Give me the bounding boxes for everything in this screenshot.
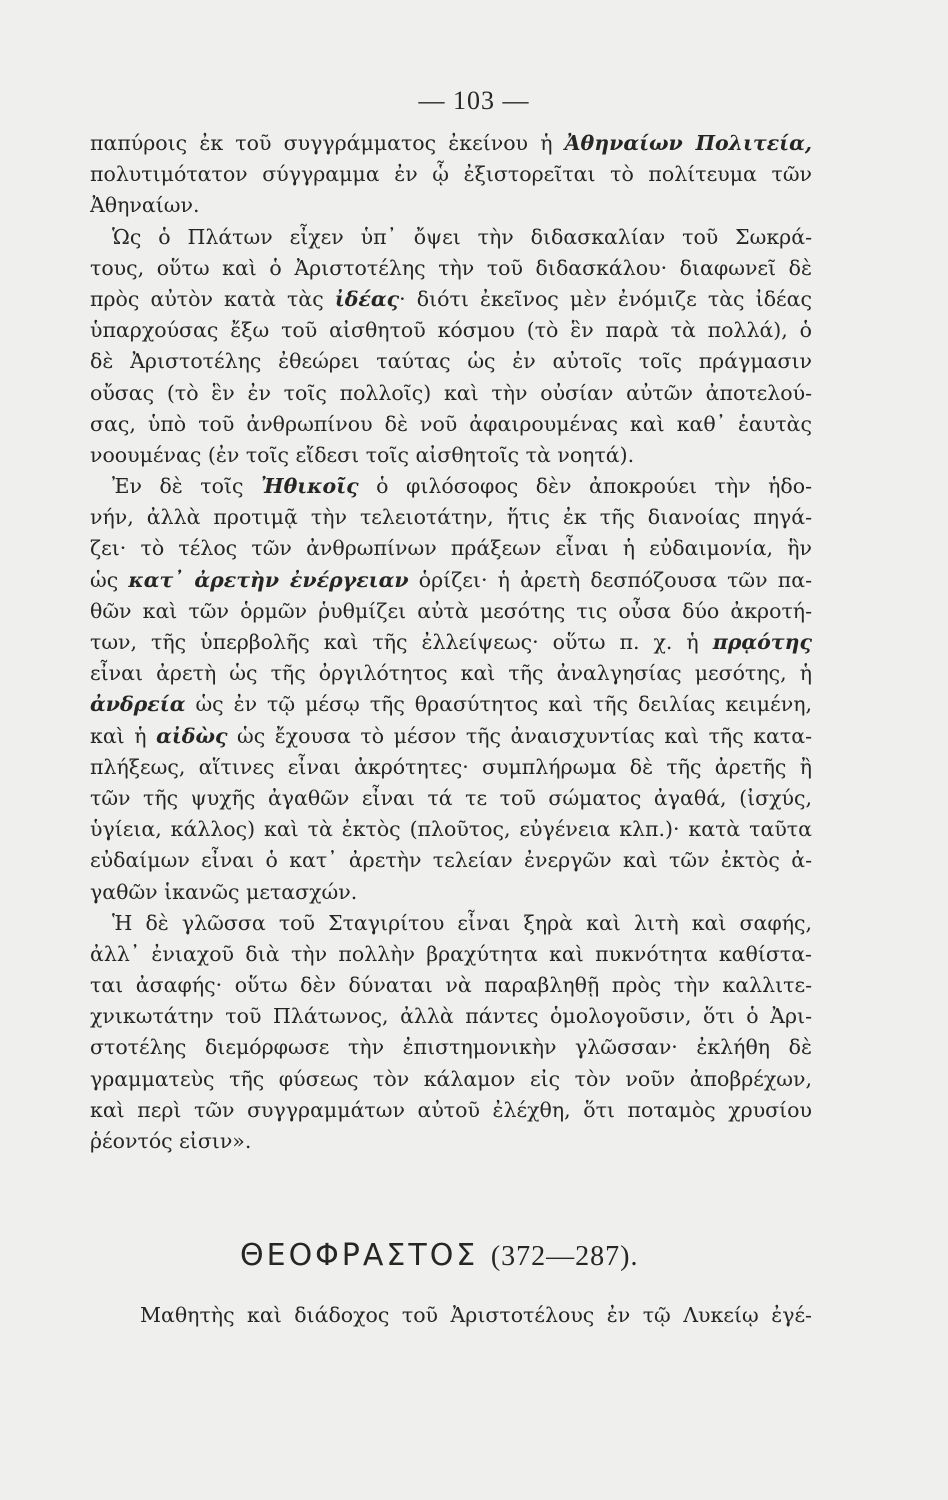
- line-text: χνικωτάτην τοῦ Πλάτωνος, ἀλλὰ πάντες ὁμολογοῦσιν, ὅτι ὁ Ἀρι-: [90, 1004, 812, 1029]
- text-line: [90, 471, 812, 502]
- line-text: πολυτιμότατον σύγγραμμα ἐν ᾧ ἐξιστορεῖται τὸ πολίτευμα τῶν: [90, 162, 812, 187]
- text-line: [90, 1095, 812, 1126]
- text-line: [90, 1001, 812, 1032]
- emphasized-term: ἀνδρεία: [90, 692, 186, 717]
- emphasized-term: κατ᾽ ἀρετὴν ἐνέργειαν: [128, 567, 409, 592]
- line-text: Ἡ δὲ γλῶσσα τοῦ Σταγιρίτου εἶναι ξηρὰ καὶ λιτὴ καὶ σαφής,: [112, 910, 812, 935]
- emphasized-term: Ἀθηναίων Πολιτεία,: [564, 131, 812, 155]
- line-text: δὲ Ἀριστοτέλης ἐθεώρει ταύτας ὡς ἐν αὐτοῖς τοῖς πράγμασιν: [90, 349, 812, 374]
- text-line: [90, 565, 812, 596]
- line-text: ὡς ἐν τῷ μέσῳ τῆς θρασύτητος καὶ τῆς δειλίας κειμένη,: [185, 692, 812, 717]
- text-line: [90, 128, 812, 159]
- body-text: [90, 128, 812, 1157]
- line-text: ται ἀσαφής· οὕτω δὲν δύναται νὰ παραβληθῇ πρὸς τὴν καλλιτε-: [90, 973, 812, 998]
- line-text: ζει· τὸ τέλος τῶν ἀνθρωπίνων πράξεων εἶναι ἡ εὐδαιμονία, ἣν: [90, 536, 812, 561]
- line-text: ἀλλ᾽ ἐνιαχοῦ διὰ τὴν πολλὴν βραχύτητα καὶ πυκνότητα καθίστα-: [90, 941, 812, 966]
- section-heading: [240, 1238, 740, 1273]
- text-line: [90, 783, 812, 814]
- line-text: τους, οὕτω καὶ ὁ Ἀριστοτέλης τὴν τοῦ διδασκάλου· διαφωνεῖ δὲ: [90, 255, 812, 280]
- line-text: ὑγίεια, κάλλος) καὶ τὰ ἐκτὸς (πλοῦτος, εὐγένεια κλπ.)· κατὰ ταῦτα: [90, 817, 812, 842]
- text-line: [90, 845, 812, 876]
- line-text: εἶναι ἀρετὴ ὡς τῆς ὀργιλότητος καὶ τῆς ἀναλγησίας μεσότης, ἡ: [90, 661, 812, 686]
- text-line: [90, 222, 812, 253]
- line-text: των, τῆς ὑπερβολῆς καὶ τῆς ἐλλείψεως· οὕτω π. χ. ἡ: [90, 630, 713, 654]
- line-text: στοτέλης διεμόρφωσε τὴν ἐπιστημονικὴν γλῶσσαν· ἐκλήθη δὲ: [90, 1035, 812, 1060]
- line-text: Ἀθηναίων.: [90, 193, 200, 218]
- line-text: πλήξεως, αἵτινες εἶναι ἀκρότητες· συμπλήρωμα δὲ τῆς ἀρετῆς ἢ: [90, 754, 812, 779]
- text-line: [90, 159, 812, 190]
- line-text: · διότι ἐκεῖνος μὲν ἐνόμιζε τὰς ἰδέας: [399, 286, 812, 311]
- text-line: [90, 315, 812, 346]
- text-line: [90, 190, 812, 221]
- emphasized-term: πρᾳότης: [712, 630, 812, 654]
- paragraph: [90, 471, 812, 908]
- text-line: [90, 1032, 812, 1063]
- text-line: [90, 658, 812, 689]
- line-text: σας, ὑπὸ τοῦ ἀνθρωπίνου δὲ νοῦ ἀφαιρουμένας καὶ καθ᾽ ἑαυτὰς: [90, 411, 812, 436]
- text-line: [90, 502, 812, 533]
- text-line: [90, 440, 812, 471]
- line-text: οὔσας (τὸ ἓν ἐν τοῖς πολλοῖς) καὶ τὴν οὐσίαν αὐτῶν ἀποτελού-: [90, 380, 812, 405]
- line-text: νοουμένας (ἐν τοῖς εἴδεσι τοῖς αἰσθητοῖς τὰ νοητά).: [90, 442, 635, 467]
- text-line: [90, 627, 812, 658]
- text-line: [90, 970, 812, 1001]
- text-line: [90, 1064, 812, 1095]
- line-text: παπύροις ἐκ τοῦ συγγράμματος ἐκείνου ἡ: [90, 131, 565, 155]
- line-text: νήν, ἀλλὰ προτιμᾷ τὴν τελειοτάτην, ἥτις ἐκ τῆς διανοίας πηγά-: [90, 505, 812, 530]
- line-text: ὡς: [90, 567, 129, 592]
- paragraph: [90, 128, 812, 222]
- line-text: ὁρίζει· ἡ ἀρετὴ δεσπόζουσα τῶν πα-: [408, 567, 812, 592]
- line-text: θῶν καὶ τῶν ὁρμῶν ῥυθμίζει αὐτὰ μεσότης τις οὖσα δύο ἀκροτή-: [90, 598, 812, 623]
- emphasized-term: αἰδὼς: [156, 723, 228, 748]
- line-text: καὶ ἡ: [90, 723, 157, 748]
- text-line: [90, 689, 812, 720]
- emphasized-term: Ἠθικοῖς: [261, 474, 359, 499]
- line-text: ῥέοντός εἰσιν».: [90, 1129, 252, 1153]
- page-number: — 103 —: [418, 86, 530, 115]
- text-line: [90, 533, 812, 564]
- text-line: [90, 814, 812, 845]
- line-text: γραμματεὺς τῆς φύσεως τὸν κάλαμον εἰς τὸν νοῦν ἀποβρέχων,: [90, 1066, 812, 1091]
- line-text: εὐδαίμων εἶναι ὁ κατ᾽ ἀρετὴν τελείαν ἐνεργῶν καὶ τῶν ἐκτὸς ἀ-: [90, 848, 812, 873]
- text-line: [90, 253, 812, 284]
- line-text: Ὡς ὁ Πλάτων εἶχεν ὑπ᾽ ὄψει τὴν διδασκαλίαν τοῦ Σωκρά-: [112, 224, 812, 249]
- text-line: [90, 409, 812, 440]
- line-text: Ἐν δὲ τοῖς: [112, 474, 262, 499]
- line-text: τῶν τῆς ψυχῆς ἀγαθῶν εἶναι τά τε τοῦ σώματος ἀγαθά, (ἰσχύς,: [90, 785, 812, 810]
- line-text: καὶ περὶ τῶν συγγραμμάτων αὐτοῦ ἐλέχθη, ὅτι ποταμὸς χρυσίου: [90, 1097, 812, 1122]
- text-line: [90, 752, 812, 783]
- text-line: [90, 346, 812, 377]
- paragraph: [90, 222, 812, 472]
- text-line: [90, 1126, 812, 1157]
- text-line: [90, 596, 812, 627]
- text-line: [90, 908, 812, 939]
- line-text: ὁ φιλόσοφος δὲν ἀποκρούει τὴν ἡδο-: [358, 474, 812, 499]
- line-text: ὡς ἔχουσα τὸ μέσον τῆς ἀναισχυντίας καὶ τῆς κατα-: [227, 723, 812, 748]
- section-heading-name: ΘΕΟΦΡΑΣΤΟΣ: [240, 1238, 479, 1273]
- section-heading-years: (372—287).: [490, 1241, 639, 1272]
- text-line: [90, 877, 812, 908]
- line-text: πρὸς αὐτὸν κατὰ τὰς: [90, 286, 335, 311]
- line-text: γαθῶν ἱκανῶς μετασχών.: [90, 879, 358, 904]
- emphasized-term: ἰδέας: [334, 286, 400, 311]
- text-line: [90, 284, 812, 315]
- trailing-line: Μαθητὴς καὶ διάδοχος τοῦ Ἀριστοτέλους ἐν τῷ Λυκείῳ ἐγέ-: [140, 1303, 812, 1327]
- line-text: ὑπαρχούσας ἔξω τοῦ αἰσθητοῦ κόσμου (τὸ ἓν παρὰ τὰ πολλά), ὁ: [90, 318, 812, 343]
- text-line: [90, 721, 812, 752]
- text-line: [90, 378, 812, 409]
- paragraph: [90, 908, 812, 1158]
- text-line: [90, 939, 812, 970]
